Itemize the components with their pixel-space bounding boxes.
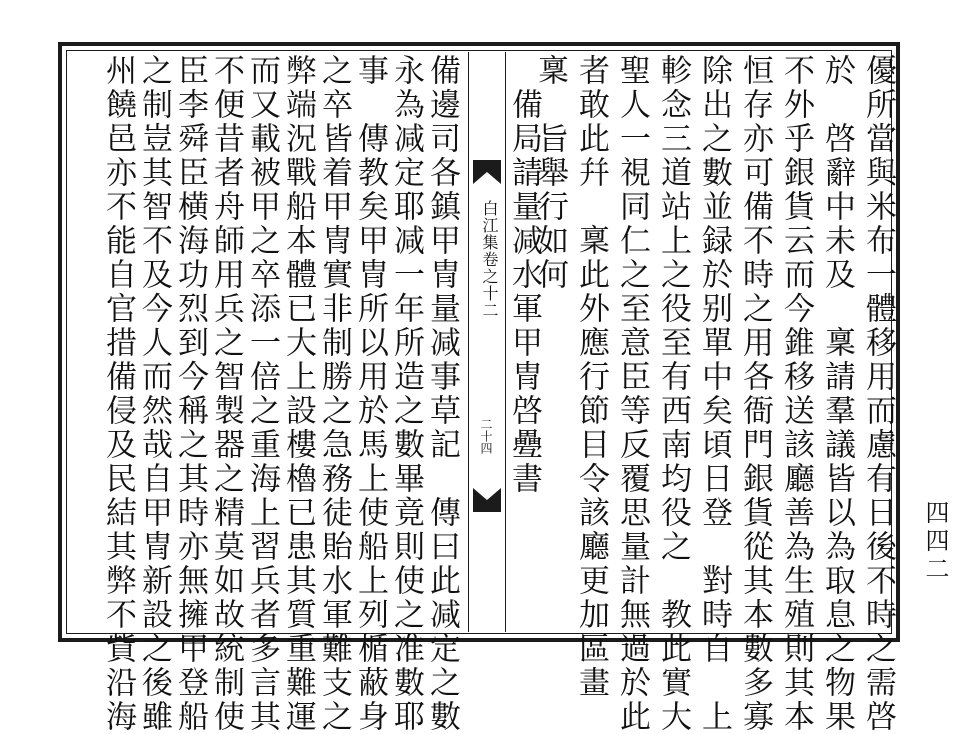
text-column: 除出之數並録於别單中矣頃日登 對時自 上 <box>696 54 732 734</box>
text-column: 永為减定耶减一年所造之數畢竟則使之准數耶 <box>388 54 424 734</box>
text-column: 弊端況戰船本體已大上設樓櫓已患其質重難運 <box>280 54 316 734</box>
text-column: 之卒皆着甲冑實非制勝之急務徒貽水軍難支之 <box>316 54 352 734</box>
text-column: 不外乎銀貨云而今錐移送該廳善為生殖則其本 <box>778 54 814 734</box>
text-column: 稟 旨舉行如何 <box>532 54 568 292</box>
text-column: 軫念三道站上之役至有西南均役之 教此實大 <box>655 54 691 734</box>
text-column: 備邊司各鎮甲冑量减事草記 傳曰此减定之數 <box>424 54 460 734</box>
text-column: 者敢此幷 稟此外應行節目令該廳更加區畫 <box>573 54 609 700</box>
text-column: 不便昔者舟師用兵之智製器之精莫如故統制使 <box>208 54 244 734</box>
folio-number: 二十四 <box>479 418 493 454</box>
text-column: 備局請量减水軍甲冑啓疉書 <box>506 54 542 496</box>
lower-fishtail-mark <box>473 488 501 512</box>
page-number: 四四二 <box>921 500 949 584</box>
collection-title: 白江集卷之十二 <box>480 200 499 319</box>
text-column: 臣李舜臣横海功烈到今稱之其時亦無擁甲登船 <box>172 54 208 734</box>
center-band-right-rule <box>505 52 506 632</box>
text-column: 恒存亦可備不時之用各衙門銀貨從其本數多寡 <box>737 54 773 734</box>
text-column: 於 啓辭中未及 稟請羣議皆以為取息之物果 <box>819 54 855 734</box>
center-band <box>469 52 505 632</box>
text-column: 優所當與米布一體移用而慮有日後不時之需啓 <box>860 54 896 734</box>
text-column: 聖人一視同仁之至意臣等反覆思量計無過於此 <box>614 54 650 734</box>
upper-fishtail-mark <box>473 160 501 184</box>
text-column: 之制豈其智不及今人而然哉自甲冑新設之後雖 <box>136 54 172 734</box>
text-column: 而又載被甲之卒添一倍之重海上習兵者多言其 <box>244 54 280 734</box>
text-column: 州饒邑亦不能自官措備侵及民結其弊不貲沿海 <box>100 54 136 734</box>
text-column: 事 傳教矣甲冑所以用於馬上使船上列楯蔽身 <box>352 54 388 734</box>
